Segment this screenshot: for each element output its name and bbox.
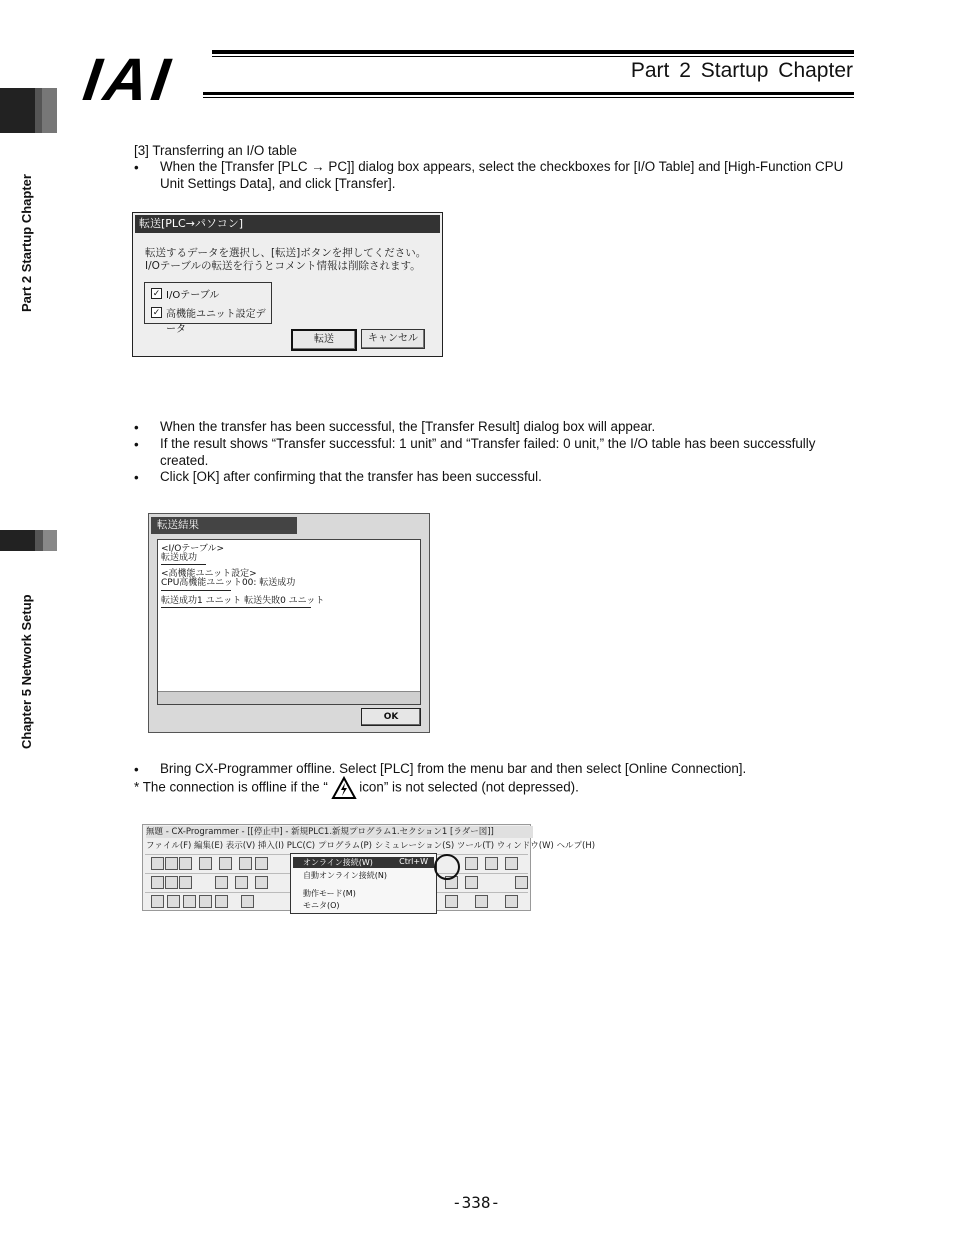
toolbar-icon[interactable]	[445, 895, 458, 908]
header-rule-top	[212, 50, 854, 54]
unit-settings-checkbox-label: 高機能ユニット設定データ	[166, 309, 266, 335]
bullet-result-meaning: If the result shows “Transfer successful: 1 unit” and “Transfer failed: 0 unit,” the I/O table has been successfully created.	[160, 436, 816, 468]
zoom-out-icon[interactable]	[179, 876, 192, 889]
ok-button[interactable]: OK	[361, 708, 421, 726]
offline-note	[134, 777, 579, 799]
menu-item-auto-online[interactable]: 自動オンライン接続(N)	[303, 871, 387, 880]
result-dialog-title: 転送結果	[151, 517, 297, 534]
result-separator	[161, 590, 231, 591]
bullet-dot: •	[134, 437, 139, 452]
toolbar-icon[interactable]	[465, 857, 478, 870]
header-rule-top-thin	[212, 56, 854, 57]
dialog-message-line1: 転送するデータを選択し、[転送]ボタンを押してください。	[145, 247, 427, 259]
bullet-dot: •	[134, 420, 139, 435]
side-label-chapter5: Chapter 5 Network Setup	[19, 594, 34, 749]
preview-icon[interactable]	[219, 857, 232, 870]
toolbar-icon[interactable]	[485, 857, 498, 870]
toolbar-icon[interactable]	[255, 876, 268, 889]
ladder-icon[interactable]	[199, 895, 212, 908]
cx-menubar[interactable]: ファイル(F) 編集(E) 表示(V) 挿入(I) PLC(C) プログラム(P) シミュレーション(S) ツール(T) ウィンドウ(W) ヘルプ(H)	[146, 841, 596, 851]
bullet-dot: •	[134, 160, 139, 175]
toolbar-icon[interactable]	[235, 876, 248, 889]
header-rule-bottom	[203, 92, 854, 95]
result-separator	[161, 564, 206, 565]
side-tab-chapter5	[0, 530, 57, 551]
dialog-message-line2: I/Oテーブルの転送を行うとコメント情報は削除されます。	[145, 260, 421, 272]
menu-item-online-connection[interactable]: オンライン接続(W) Ctrl+W	[293, 857, 434, 868]
io-table-checkbox[interactable]: ✓	[152, 288, 161, 298]
online-connection-icon	[332, 777, 356, 799]
transfer-button[interactable]: 転送	[291, 329, 357, 351]
note-prefix: * The connection is offline if the “	[134, 779, 328, 795]
toolbar-icon[interactable]	[505, 857, 518, 870]
zoom-in-icon[interactable]	[165, 876, 178, 889]
cx-titlebar: 無題 - CX-Programmer - [[停止中] - 新規PLC1.新規プログラム1.セクション1 [ラダー図]]	[146, 826, 533, 838]
result-pane	[157, 539, 421, 705]
cx-programmer-screenshot	[142, 824, 596, 911]
ladder-icon[interactable]	[183, 895, 196, 908]
iai-logo: IAI	[79, 46, 178, 113]
bullet-transfer-result: When the transfer has been successful, the [Transfer Result] dialog box will appear.	[160, 419, 656, 434]
menu-item-operation-mode[interactable]: 動作モード(M)	[303, 889, 356, 898]
dialog-title: 転送[PLC→パソコン]	[135, 215, 440, 233]
plc-dropdown-menu	[290, 853, 437, 914]
ladder-icon[interactable]	[151, 895, 164, 908]
step-heading: [3] Transferring an I/O table	[134, 143, 298, 158]
result-separator	[161, 607, 311, 608]
side-label-part2: Part 2 Startup Chapter	[19, 174, 34, 312]
zoom-icon[interactable]	[151, 876, 164, 889]
transfer-result-screenshot	[148, 513, 430, 733]
online-icon-highlight	[434, 854, 460, 880]
io-table-checkbox-label: I/Oテーブル	[166, 290, 220, 301]
result-line: <I/Oテーブル>	[161, 544, 225, 554]
toolbar-icon[interactable]	[505, 895, 518, 908]
bullet-dot: •	[134, 762, 139, 777]
cancel-button[interactable]: キャンセル	[361, 329, 425, 349]
result-line: <高機能ユニット設定>	[161, 569, 257, 579]
cut-icon[interactable]	[239, 857, 252, 870]
page-number: -338-	[452, 1193, 501, 1212]
new-icon[interactable]	[151, 857, 164, 870]
header-rule-bottom-thin	[203, 97, 854, 98]
toolbar-icon[interactable]	[465, 876, 478, 889]
toolbar-icon[interactable]	[475, 895, 488, 908]
save-icon[interactable]	[179, 857, 192, 870]
unit-settings-checkbox[interactable]: ✓	[152, 307, 161, 317]
menu-item-monitor[interactable]: モニタ(O)	[303, 901, 340, 910]
transfer-dialog-screenshot	[132, 212, 443, 357]
result-line: 転送成功	[161, 553, 198, 563]
horizontal-scrollbar[interactable]	[158, 691, 420, 704]
side-tab-part2	[0, 88, 57, 133]
bullet-click-ok: Click [OK] after confirming that the transfer has been successful.	[160, 469, 542, 484]
print-icon[interactable]	[199, 857, 212, 870]
toolbar-icon[interactable]	[515, 876, 528, 889]
ladder-icon[interactable]	[167, 895, 180, 908]
bullet-offline: Bring CX-Programmer offline. Select [PLC] from the menu bar and then select [Online Connection].	[160, 761, 747, 776]
result-summary: 転送成功1 ユニット 転送失敗0 ユニット	[161, 596, 325, 606]
bullet-transfer-dialog: When the [Transfer [PLC → PC]] dialog box appears, select the checkboxes for [I/O Table] and [High-Function CPU Unit Settings Data], and click [Transfer].	[160, 159, 844, 191]
ladder-icon[interactable]	[241, 895, 254, 908]
bullet-dot: •	[134, 470, 139, 485]
copy-icon[interactable]	[255, 857, 268, 870]
dialog-message	[145, 247, 426, 273]
ladder-icon[interactable]	[215, 895, 228, 908]
open-icon[interactable]	[165, 857, 178, 870]
checkbox-group	[144, 282, 272, 335]
grid-icon[interactable]	[215, 876, 228, 889]
note-suffix: icon” is not selected (not depressed).	[359, 779, 579, 795]
result-line: CPU高機能ユニット00: 転送成功	[161, 578, 296, 588]
part-title: Part 2 Startup Chapter	[630, 59, 853, 82]
